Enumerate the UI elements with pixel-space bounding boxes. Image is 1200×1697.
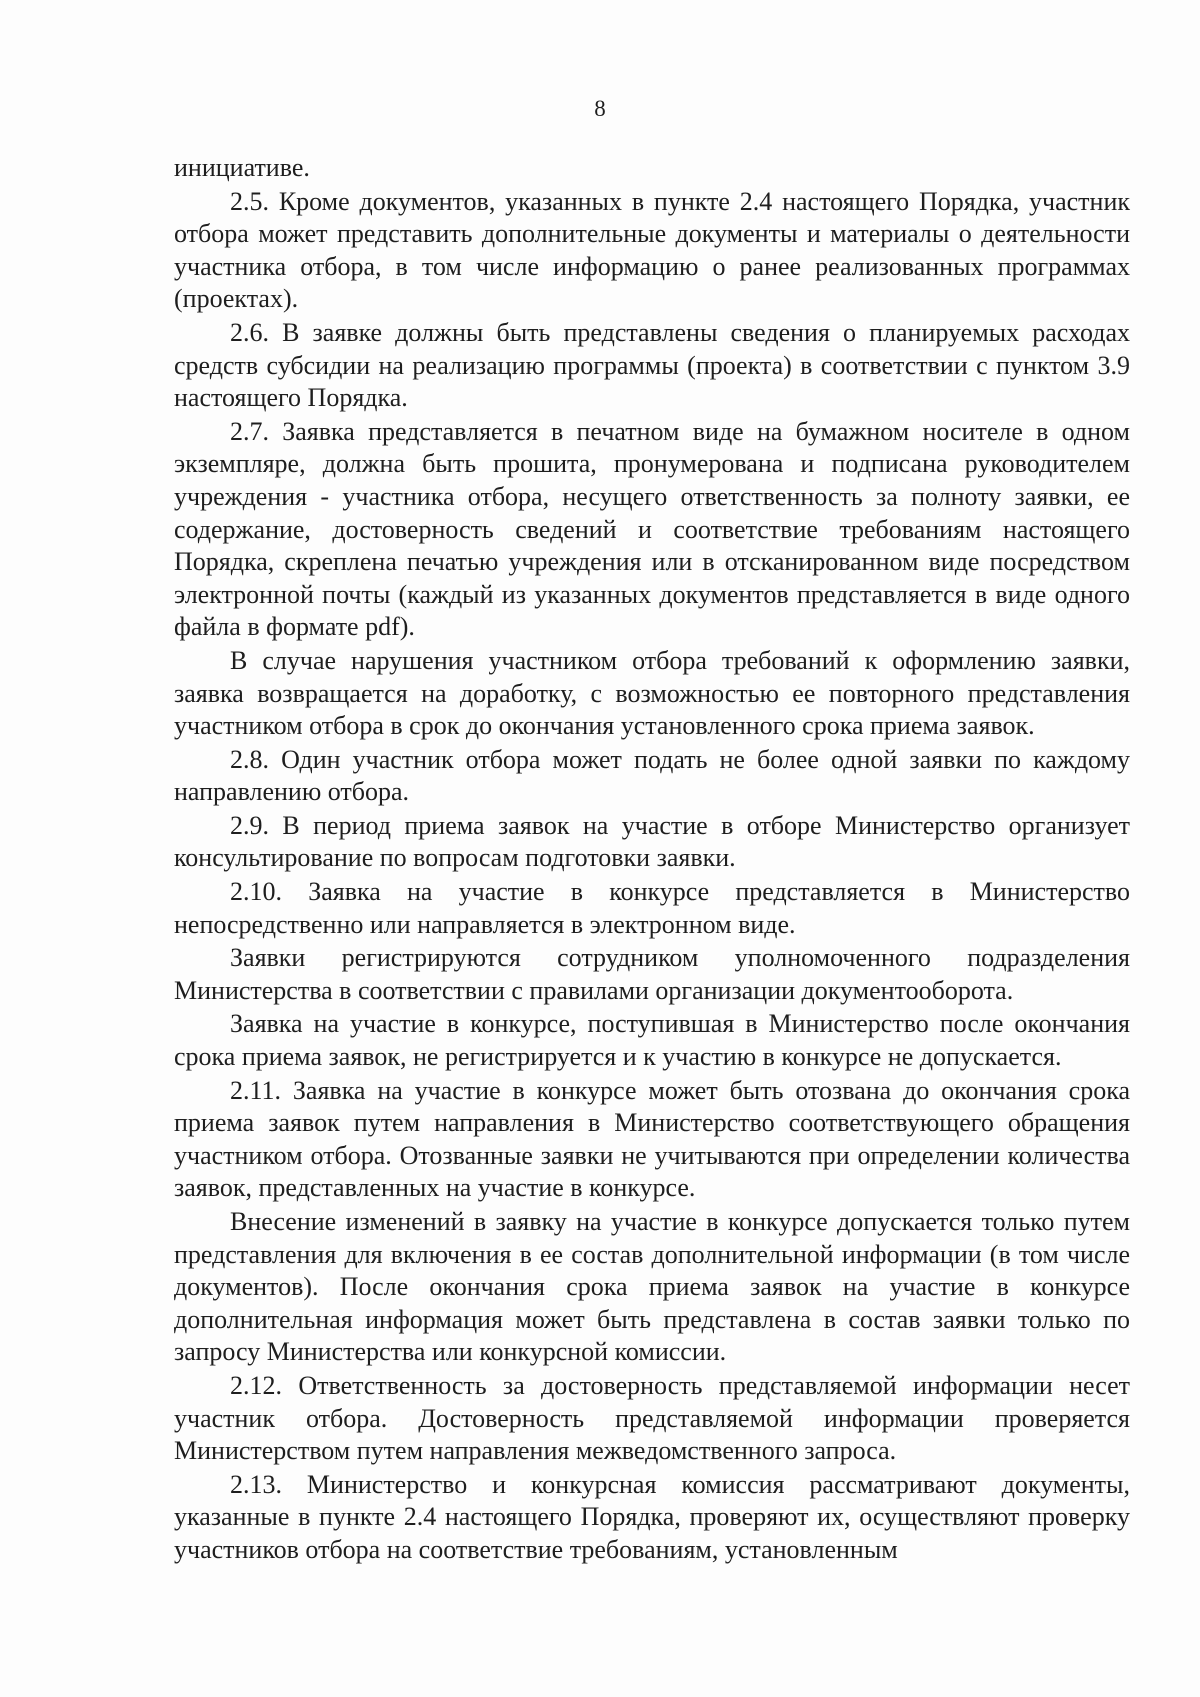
paragraph-2-7: 2.7. Заявка представляется в печатном виде на бумажном носителе в одном экземпляре, должна быть прошита, пронумерована и подписана руководителем учреждения - участника отбора, несущего ответственность за полноту заявки, ее содержание, достоверность сведений и соответствие требованиям настоящего Порядка, скреплена печатью учреждения или в отсканированном виде посредством электронной почты (каждый из указанных документов представляется в виде одного файла в формате pdf).: [174, 416, 1130, 642]
paragraph-2-10-late: Заявка на участие в конкурсе, поступившая в Министерство после окончания срока приема заявок, не регистрируется и к участию в конкурсе не допускается.: [174, 1009, 1130, 1072]
paragraph-2-7-violation: В случае нарушения участником отбора требований к оформлению заявки, заявка возвращается на доработку, с возможностью ее повторного представления участником отбора в срок до окончания установленного срока приема заявок.: [174, 645, 1130, 741]
paragraph-2-6: 2.6. В заявке должны быть представлены сведения о планируемых расходах средств субсидии на реализацию программы (проекта) в соответствии с пунктом 3.9 настоящего Порядка.: [174, 317, 1130, 413]
paragraph-2-5: 2.5. Кроме документов, указанных в пункте 2.4 настоящего Порядка, участник отбора может представить дополнительные документы и материалы о деятельности участника отбора, в том числе информацию о ранее реализованных программах (проектах).: [174, 186, 1130, 314]
paragraph-2-12: 2.12. Ответственность за достоверность представляемой информации несет участник отбора. Достоверность представляемой информации проверяется Министерством путем направления межведомственного запроса.: [174, 1370, 1130, 1466]
paragraph-2-13: 2.13. Министерство и конкурсная комиссия рассматривают документы, указанные в пункте 2.4 настоящего Порядка, проверяют их, осуществляют проверку участников отбора на соответствие требованиям, установленным: [174, 1469, 1130, 1564]
page-number: 8: [594, 96, 606, 121]
paragraph-2-11: 2.11. Заявка на участие в конкурсе может быть отозвана до окончания срока приема заявок путем направления в Министерство соответствующего обращения участником отбора. Отозванные заявки не учитываются при определении количества заявок, представленных на участие в конкурсе.: [174, 1075, 1130, 1203]
paragraph-2-10-registration: Заявки регистрируются сотрудником уполномоченного подразделения Министерства в соответствии с правилами организации документооборота.: [174, 943, 1130, 1005]
paragraph-2-11-changes: Внесение изменений в заявку на участие в конкурсе допускается только путем представления для включения в ее состав дополнительной информации (в том числе документов). После окончания срока приема заявок на участие в конкурсе дополнительная информация может быть представлена в состав заявки только по запросу Министерства или конкурсной комиссии.: [174, 1207, 1130, 1367]
paragraph-2-8: 2.8. Один участник отбора может подать не более одной заявки по каждому направлению отбора.: [174, 744, 1130, 807]
paragraph-continuation: инициативе.: [174, 153, 310, 182]
document-body: [174, 152, 1130, 1568]
paragraph-2-9: 2.9. В период приема заявок на участие в отборе Министерство организует консультирование по вопросам подготовки заявки.: [174, 810, 1130, 873]
paragraph-2-10: 2.10. Заявка на участие в конкурсе представляется в Министерство непосредственно или направляется в электронном виде.: [174, 877, 1130, 939]
